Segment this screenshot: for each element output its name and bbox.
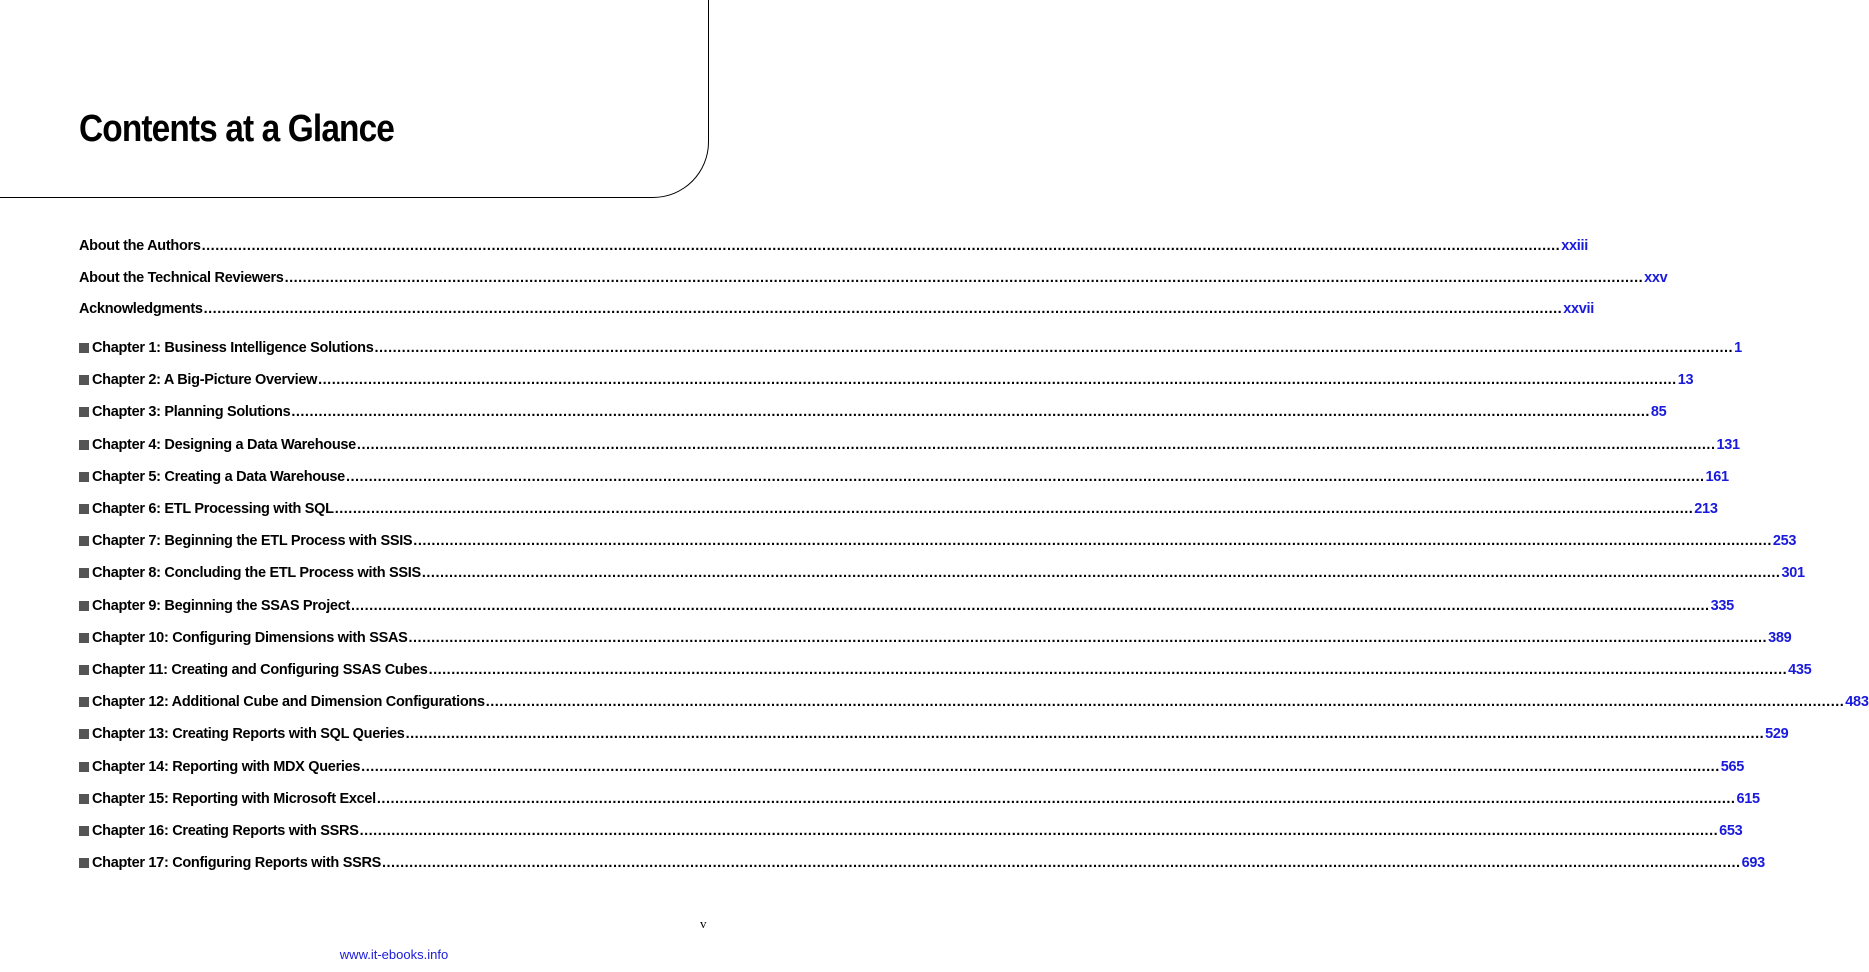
toc-page-link[interactable]: 161	[1705, 468, 1729, 485]
leader-dots: ............................................................................................................................................................................................................................................................................................................	[351, 597, 1710, 614]
toc-entry-title	[79, 726, 405, 742]
toc-entry-title	[79, 270, 284, 286]
leader-dots: ............................................................................................................................................................................................................................................................................................................	[421, 565, 1781, 582]
toc-entry-label: Chapter 5: Creating a Data Warehouse	[92, 468, 345, 485]
toc-entry-label: Acknowledgments	[79, 301, 203, 317]
toc-entry-title	[79, 791, 376, 807]
toc-entry-title	[79, 565, 421, 581]
toc-chapter-entry[interactable]	[79, 533, 1797, 555]
square-bullet-icon	[79, 536, 89, 546]
toc-entry-label: Chapter 1: Business Intelligence Solutions	[92, 340, 374, 356]
toc-chapter-entry[interactable]	[79, 855, 1765, 877]
toc-page-link[interactable]: 565	[1720, 758, 1745, 775]
page-number: v	[700, 916, 707, 931]
square-bullet-icon	[79, 440, 89, 450]
toc-entry-label: Chapter 6: ETL Processing with SQL	[92, 501, 334, 517]
square-bullet-icon	[79, 826, 89, 836]
leader-dots: ............................................................................................................................................................................................................................................................................................................	[413, 533, 1772, 550]
square-bullet-icon	[79, 407, 89, 417]
toc-entry-label: Chapter 7: Beginning the ETL Process with SSIS	[92, 533, 413, 550]
toc-entry-label: Chapter 11: Creating and Configuring SSAS Cubes	[92, 662, 428, 678]
toc-page-link[interactable]: 213	[1694, 501, 1718, 517]
leader-dots: ............................................................................................................................................................................................................................................................................................................	[382, 855, 1741, 872]
leader-dots: ............................................................................................................................................................................................................................................................................................................	[201, 238, 1561, 254]
square-bullet-icon	[79, 375, 89, 385]
square-bullet-icon	[79, 858, 89, 868]
square-bullet-icon	[79, 762, 89, 772]
page-title: Contents at a Glance	[79, 108, 395, 150]
toc-front-matter-entry[interactable]	[79, 238, 1588, 260]
toc-page-link[interactable]: 529	[1765, 726, 1789, 743]
toc-entry-label: Chapter 9: Beginning the SSAS Project	[92, 597, 350, 614]
toc-page-link[interactable]: xxv	[1644, 269, 1668, 286]
toc-chapter-entry[interactable]	[79, 694, 1869, 716]
toc-front-matter-entry[interactable]	[79, 301, 1594, 323]
toc-entry-label: Chapter 12: Additional Cube and Dimension Configurations	[92, 694, 485, 711]
toc-page-link[interactable]: 435	[1788, 662, 1812, 678]
square-bullet-icon	[79, 794, 89, 804]
toc-chapter-entry[interactable]	[79, 629, 1792, 652]
leader-dots: ............................................................................................................................................................................................................................................................................................................	[376, 790, 1736, 807]
leader-dots: ............................................................................................................................................................................................................................................................................................................	[408, 629, 1768, 646]
toc-entry-title	[79, 694, 485, 710]
toc-page-link[interactable]: 389	[1768, 629, 1792, 646]
toc-page-link[interactable]: 253	[1772, 533, 1797, 550]
toc-entry-title	[79, 855, 381, 871]
toc-entry-title	[79, 469, 345, 485]
toc-entry-title	[79, 630, 408, 646]
toc-entry-label: About the Authors	[79, 238, 201, 254]
square-bullet-icon	[79, 697, 89, 707]
toc-chapter-entry[interactable]	[79, 340, 1742, 362]
toc-page-link[interactable]: 335	[1710, 597, 1734, 614]
toc-page-link[interactable]: 653	[1719, 823, 1743, 839]
toc-chapter-entry[interactable]	[79, 372, 1694, 394]
toc-entry-label: Chapter 17: Configuring Reports with SSRS	[92, 855, 381, 872]
toc-entry-title	[79, 301, 203, 317]
toc-page-link[interactable]: xxiii	[1561, 238, 1588, 254]
toc-entry-title	[79, 238, 201, 254]
toc-entry-title	[79, 340, 374, 356]
toc-page-link[interactable]: xxvii	[1563, 301, 1594, 317]
toc-chapter-entry[interactable]	[79, 823, 1743, 845]
leader-dots: ............................................................................................................................................................................................................................................................................................................	[203, 301, 1563, 317]
toc-page-link[interactable]: 693	[1741, 855, 1765, 872]
leader-dots: ............................................................................................................................................................................................................................................................................................................	[359, 823, 1719, 839]
square-bullet-icon	[79, 568, 89, 578]
toc-page-link[interactable]: 131	[1716, 436, 1740, 453]
leader-dots: ............................................................................................................................................................................................................................................................................................................	[291, 404, 1650, 421]
toc-page-link[interactable]: 615	[1736, 790, 1760, 807]
toc-chapter-entry[interactable]	[79, 662, 1812, 684]
toc-chapter-entry[interactable]	[79, 790, 1760, 813]
leader-dots: ............................................................................................................................................................................................................................................................................................................	[318, 372, 1677, 389]
toc-entry-title	[79, 759, 360, 775]
toc-entry-label: Chapter 15: Reporting with Microsoft Excel	[92, 790, 376, 807]
leader-dots: ............................................................................................................................................................................................................................................................................................................	[356, 436, 1716, 453]
toc-entry-label: Chapter 3: Planning Solutions	[92, 404, 291, 421]
square-bullet-icon	[79, 633, 89, 643]
leader-dots: ............................................................................................................................................................................................................................................................................................................	[361, 758, 1720, 775]
leader-dots: ............................................................................................................................................................................................................................................................................................................	[405, 726, 1765, 743]
square-bullet-icon	[79, 472, 89, 482]
toc-entry-title	[79, 372, 317, 388]
toc-chapter-entry[interactable]	[79, 404, 1667, 426]
toc-chapter-entry[interactable]	[79, 468, 1729, 491]
toc-entry-label: Chapter 4: Designing a Data Warehouse	[92, 436, 356, 453]
leader-dots: ............................................................................................................................................................................................................................................................................................................	[428, 662, 1788, 678]
toc-page-link[interactable]: 1	[1734, 340, 1742, 356]
toc-entry-title	[79, 404, 290, 420]
toc-entry-title	[79, 823, 359, 839]
toc-entry-label: Chapter 13: Creating Reports with SQL Queries	[92, 726, 405, 743]
title-frame	[0, 0, 709, 198]
toc-front-matter-entry[interactable]	[79, 269, 1668, 292]
leader-dots: ............................................................................................................................................................................................................................................................................................................	[284, 269, 1644, 286]
square-bullet-icon	[79, 665, 89, 675]
toc-entry-title	[79, 533, 412, 549]
toc-page-link[interactable]: 13	[1677, 372, 1694, 389]
square-bullet-icon	[79, 504, 89, 514]
footer-link[interactable]: www.it-ebooks.info	[339, 947, 449, 962]
toc-page-link[interactable]: 85	[1650, 404, 1667, 421]
square-bullet-icon	[79, 729, 89, 739]
toc-chapter-entry[interactable]	[79, 726, 1789, 748]
toc-entry-title	[79, 598, 350, 614]
leader-dots: ............................................................................................................................................................................................................................................................................................................	[374, 340, 1734, 356]
leader-dots: ............................................................................................................................................................................................................................................................................................................	[485, 694, 1845, 711]
toc-chapter-entry[interactable]	[79, 436, 1740, 459]
leader-dots: ............................................................................................................................................................................................................................................................................................................	[345, 468, 1705, 485]
toc-chapter-entry[interactable]	[79, 501, 1718, 523]
toc-entry-label: Chapter 14: Reporting with MDX Queries	[92, 758, 361, 775]
toc-entry-title	[79, 501, 334, 517]
toc-chapter-entry[interactable]	[79, 758, 1745, 781]
square-bullet-icon	[79, 601, 89, 611]
toc-entry-label: Chapter 8: Concluding the ETL Process with SSIS	[92, 565, 421, 582]
toc-entry-title	[79, 437, 356, 453]
toc-entry-title	[79, 662, 428, 678]
toc-entry-label: Chapter 10: Configuring Dimensions with SSAS	[92, 629, 408, 646]
toc-chapter-entry[interactable]	[79, 597, 1734, 620]
toc-chapter-entry[interactable]	[79, 565, 1805, 587]
toc-entry-label: About the Technical Reviewers	[79, 269, 284, 286]
toc-page-link[interactable]: 483	[1845, 694, 1869, 711]
toc-page-link[interactable]: 301	[1781, 565, 1805, 582]
toc-entry-label: Chapter 16: Creating Reports with SSRS	[92, 823, 359, 839]
square-bullet-icon	[79, 343, 89, 353]
toc-entry-label: Chapter 2: A Big-Picture Overview	[92, 372, 318, 389]
leader-dots: ............................................................................................................................................................................................................................................................................................................	[334, 501, 1694, 517]
